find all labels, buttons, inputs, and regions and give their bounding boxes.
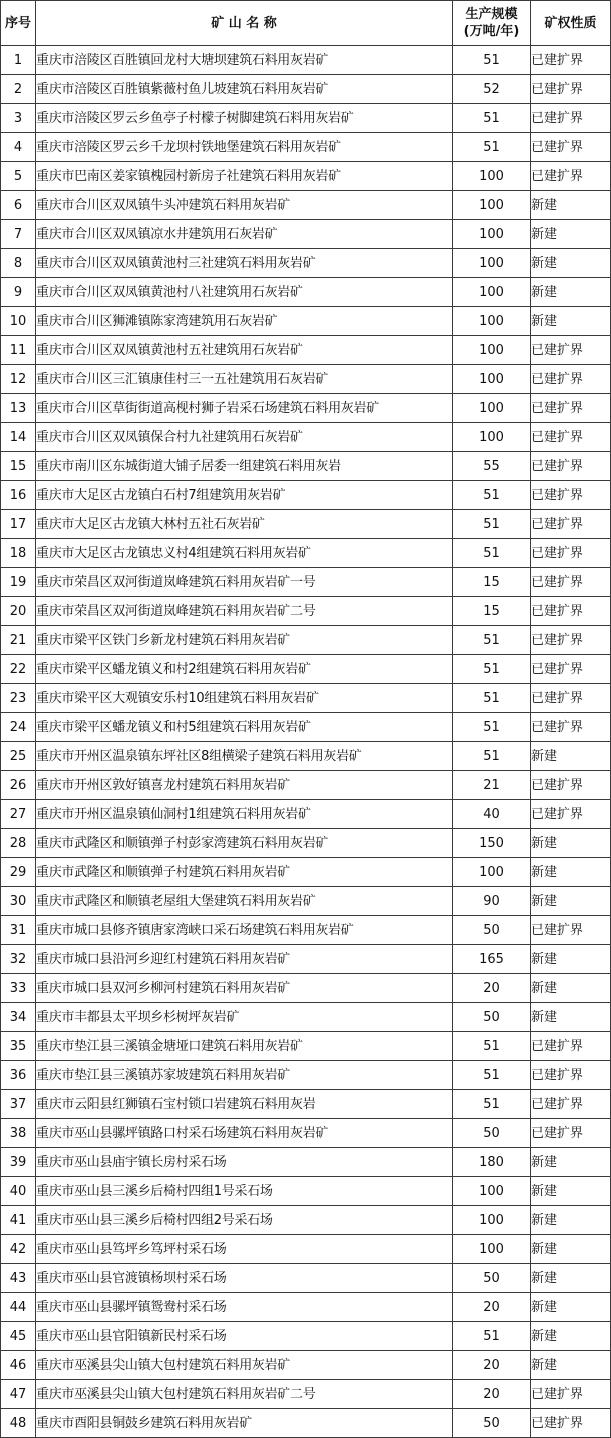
row-index: 39	[1, 1148, 36, 1177]
row-mine-name: 重庆市城口县双河乡柳河村建筑石料用灰岩矿	[36, 974, 453, 1003]
row-property: 已建扩界	[531, 1119, 611, 1148]
table-row	[1, 1206, 611, 1235]
row-mine-name: 重庆市大足区古龙镇大林村五社石灰岩矿	[36, 510, 453, 539]
row-scale: 52	[453, 75, 531, 104]
row-mine-name: 重庆市丰都县太平坝乡杉树坪灰岩矿	[36, 1003, 453, 1032]
table-row	[1, 510, 611, 539]
table-row	[1, 307, 611, 336]
row-scale: 100	[453, 423, 531, 452]
row-index: 35	[1, 1032, 36, 1061]
row-scale: 51	[453, 1061, 531, 1090]
row-index: 34	[1, 1003, 36, 1032]
row-property: 已建扩界	[531, 75, 611, 104]
row-scale: 51	[453, 104, 531, 133]
table-row	[1, 1032, 611, 1061]
row-index: 30	[1, 887, 36, 916]
row-index: 2	[1, 75, 36, 104]
row-property: 新建	[531, 191, 611, 220]
row-index: 48	[1, 1409, 36, 1438]
row-property: 新建	[531, 1235, 611, 1264]
row-mine-name: 重庆市武隆区和顺镇老屋组大堡建筑石料用灰岩矿	[36, 887, 453, 916]
row-index: 3	[1, 104, 36, 133]
table-row	[1, 539, 611, 568]
table-row	[1, 974, 611, 1003]
row-index: 42	[1, 1235, 36, 1264]
row-mine-name: 重庆市涪陵区罗云乡千龙坝村铁地堡建筑石料用灰岩矿	[36, 133, 453, 162]
row-scale: 51	[453, 46, 531, 75]
table-row	[1, 771, 611, 800]
row-property: 已建扩界	[531, 655, 611, 684]
row-scale: 50	[453, 916, 531, 945]
table-row	[1, 336, 611, 365]
row-scale: 51	[453, 626, 531, 655]
row-scale: 51	[453, 510, 531, 539]
row-mine-name: 重庆市巫溪县尖山镇大包村建筑石料用灰岩矿	[36, 1351, 453, 1380]
table-row	[1, 394, 611, 423]
table-row	[1, 75, 611, 104]
row-mine-name: 重庆市城口县修齐镇唐家湾峡口采石场建筑石料用灰岩矿	[36, 916, 453, 945]
row-index: 23	[1, 684, 36, 713]
row-mine-name: 重庆市垫江县三溪镇金塘垭口建筑石料用灰岩矿	[36, 1032, 453, 1061]
row-mine-name: 重庆市巫溪县尖山镇大包村建筑石料用灰岩矿二号	[36, 1380, 453, 1409]
row-index: 10	[1, 307, 36, 336]
row-mine-name: 重庆市云阳县红狮镇石宝村锁口岩建筑石料用灰岩	[36, 1090, 453, 1119]
header-name: 矿 山 名 称	[36, 1, 453, 46]
row-index: 6	[1, 191, 36, 220]
row-property: 已建扩界	[531, 365, 611, 394]
row-index: 4	[1, 133, 36, 162]
table-row	[1, 1119, 611, 1148]
row-scale: 100	[453, 858, 531, 887]
row-scale: 180	[453, 1148, 531, 1177]
table-row	[1, 916, 611, 945]
row-index: 8	[1, 249, 36, 278]
row-scale: 100	[453, 220, 531, 249]
table-row	[1, 1148, 611, 1177]
row-scale: 40	[453, 800, 531, 829]
row-property: 新建	[531, 1003, 611, 1032]
row-scale: 100	[453, 162, 531, 191]
row-mine-name: 重庆市武隆区和顺镇弹子村彭家湾建筑石料用灰岩矿	[36, 829, 453, 858]
table-row	[1, 249, 611, 278]
row-scale: 100	[453, 278, 531, 307]
table-row	[1, 800, 611, 829]
row-property: 已建扩界	[531, 452, 611, 481]
row-scale: 51	[453, 684, 531, 713]
row-scale: 21	[453, 771, 531, 800]
row-index: 24	[1, 713, 36, 742]
row-mine-name: 重庆市开州区温泉镇仙洞村1组建筑石料用灰岩矿	[36, 800, 453, 829]
table-row	[1, 655, 611, 684]
row-property: 已建扩界	[531, 684, 611, 713]
row-property: 已建扩界	[531, 597, 611, 626]
row-index: 14	[1, 423, 36, 452]
row-index: 36	[1, 1061, 36, 1090]
table-row	[1, 133, 611, 162]
row-index: 31	[1, 916, 36, 945]
row-property: 新建	[531, 1293, 611, 1322]
header-scale-line2: (万吨/年)	[463, 24, 520, 39]
row-property: 新建	[531, 887, 611, 916]
table-row	[1, 46, 611, 75]
row-mine-name: 重庆市梁平区蟠龙镇义和村2组建筑石料用灰岩矿	[36, 655, 453, 684]
row-mine-name: 重庆市合川区狮滩镇陈家湾建筑用石灰岩矿	[36, 307, 453, 336]
row-scale: 15	[453, 568, 531, 597]
row-index: 11	[1, 336, 36, 365]
row-mine-name: 重庆市涪陵区罗云乡鱼亭子村檬子树脚建筑石料用灰岩矿	[36, 104, 453, 133]
row-property: 已建扩界	[531, 104, 611, 133]
header-scale-line1: 生产规模	[465, 7, 518, 22]
row-mine-name: 重庆市巫山县骡坪镇鸳鸯村采石场	[36, 1293, 453, 1322]
table-row	[1, 1409, 611, 1438]
row-property: 新建	[531, 1264, 611, 1293]
row-mine-name: 重庆市巫山县笃坪乡笃坪村采石场	[36, 1235, 453, 1264]
row-index: 19	[1, 568, 36, 597]
row-mine-name: 重庆市合川区双凤镇保合村九社建筑用石灰岩矿	[36, 423, 453, 452]
row-scale: 51	[453, 133, 531, 162]
row-mine-name: 重庆市巫山县三溪乡后椅村四组2号采石场	[36, 1206, 453, 1235]
row-scale: 90	[453, 887, 531, 916]
row-index: 16	[1, 481, 36, 510]
row-scale: 51	[453, 655, 531, 684]
header-row	[1, 1, 611, 46]
row-property: 新建	[531, 829, 611, 858]
row-index: 20	[1, 597, 36, 626]
header-scale	[453, 1, 531, 46]
table-row	[1, 597, 611, 626]
row-property: 已建扩界	[531, 510, 611, 539]
table-row	[1, 858, 611, 887]
table-row	[1, 278, 611, 307]
row-scale: 15	[453, 597, 531, 626]
table-row	[1, 887, 611, 916]
row-mine-name: 重庆市巫山县骡坪镇路口村采石场建筑石料用灰岩矿	[36, 1119, 453, 1148]
row-scale: 20	[453, 1351, 531, 1380]
row-mine-name: 重庆市开州区温泉镇东坪社区8组横梁子建筑石料用灰岩矿	[36, 742, 453, 771]
table-row	[1, 713, 611, 742]
row-mine-name: 重庆市垫江县三溪镇苏家坡建筑石料用灰岩矿	[36, 1061, 453, 1090]
row-property: 新建	[531, 1177, 611, 1206]
row-mine-name: 重庆市城口县沿河乡迎红村建筑石料用灰岩矿	[36, 945, 453, 974]
row-mine-name: 重庆市涪陵区百胜镇回龙村大塘坝建筑石料用灰岩矿	[36, 46, 453, 75]
header-index: 序号	[1, 1, 36, 46]
table-row	[1, 1177, 611, 1206]
row-property: 已建扩界	[531, 336, 611, 365]
row-scale: 51	[453, 1032, 531, 1061]
row-property: 已建扩界	[531, 423, 611, 452]
row-index: 28	[1, 829, 36, 858]
row-index: 5	[1, 162, 36, 191]
row-mine-name: 重庆市合川区双凤镇凉水井建筑用石灰岩矿	[36, 220, 453, 249]
row-index: 26	[1, 771, 36, 800]
row-index: 43	[1, 1264, 36, 1293]
row-property: 新建	[531, 974, 611, 1003]
row-index: 15	[1, 452, 36, 481]
table-row	[1, 104, 611, 133]
row-scale: 100	[453, 336, 531, 365]
table-row	[1, 1003, 611, 1032]
row-index: 9	[1, 278, 36, 307]
table-row	[1, 365, 611, 394]
row-scale: 55	[453, 452, 531, 481]
table-row	[1, 1264, 611, 1293]
row-mine-name: 重庆市合川区双凤镇牛头冲建筑石料用灰岩矿	[36, 191, 453, 220]
row-mine-name: 重庆市合川区双凤镇黄池村三社建筑石料用灰岩矿	[36, 249, 453, 278]
row-mine-name: 重庆市大足区古龙镇白石村7组建筑用灰岩矿	[36, 481, 453, 510]
row-index: 17	[1, 510, 36, 539]
row-scale: 100	[453, 191, 531, 220]
row-scale: 20	[453, 974, 531, 1003]
row-scale: 51	[453, 481, 531, 510]
row-index: 37	[1, 1090, 36, 1119]
row-index: 25	[1, 742, 36, 771]
row-scale: 51	[453, 1090, 531, 1119]
row-mine-name: 重庆市涪陵区百胜镇紫薇村鱼儿坡建筑石料用灰岩矿	[36, 75, 453, 104]
row-scale: 165	[453, 945, 531, 974]
row-index: 27	[1, 800, 36, 829]
row-scale: 100	[453, 1177, 531, 1206]
row-property: 已建扩界	[531, 1061, 611, 1090]
row-scale: 20	[453, 1380, 531, 1409]
row-index: 38	[1, 1119, 36, 1148]
row-scale: 100	[453, 365, 531, 394]
row-index: 40	[1, 1177, 36, 1206]
table-row	[1, 1061, 611, 1090]
row-property: 新建	[531, 1206, 611, 1235]
row-property: 新建	[531, 220, 611, 249]
row-property: 已建扩界	[531, 394, 611, 423]
row-property: 已建扩界	[531, 1380, 611, 1409]
table-row	[1, 1090, 611, 1119]
row-mine-name: 重庆市合川区双凤镇黄池村五社建筑用石灰岩矿	[36, 336, 453, 365]
table-row	[1, 481, 611, 510]
row-scale: 51	[453, 713, 531, 742]
row-index: 12	[1, 365, 36, 394]
row-mine-name: 重庆市大足区古龙镇忠义村4组建筑石料用灰岩矿	[36, 539, 453, 568]
row-mine-name: 重庆市巫山县官渡镇杨坝村采石场	[36, 1264, 453, 1293]
row-index: 22	[1, 655, 36, 684]
row-index: 45	[1, 1322, 36, 1351]
row-scale: 50	[453, 1264, 531, 1293]
row-property: 新建	[531, 278, 611, 307]
row-scale: 50	[453, 1119, 531, 1148]
row-scale: 100	[453, 249, 531, 278]
row-mine-name: 重庆市酉阳县铜鼓乡建筑石料用灰岩矿	[36, 1409, 453, 1438]
row-property: 新建	[531, 742, 611, 771]
table-row	[1, 1322, 611, 1351]
row-scale: 100	[453, 1235, 531, 1264]
row-scale: 20	[453, 1293, 531, 1322]
table-body	[1, 46, 611, 1438]
row-mine-name: 重庆市武隆区和顺镇弹子村建筑石料用灰岩矿	[36, 858, 453, 887]
row-index: 29	[1, 858, 36, 887]
row-property: 已建扩界	[531, 133, 611, 162]
table-row	[1, 742, 611, 771]
row-index: 1	[1, 46, 36, 75]
row-index: 33	[1, 974, 36, 1003]
row-property: 已建扩界	[531, 1090, 611, 1119]
row-property: 已建扩界	[531, 916, 611, 945]
row-scale: 51	[453, 742, 531, 771]
table-row	[1, 1235, 611, 1264]
row-index: 44	[1, 1293, 36, 1322]
row-mine-name: 重庆市合川区双凤镇黄池村八社建筑用石灰岩矿	[36, 278, 453, 307]
row-property: 已建扩界	[531, 771, 611, 800]
table-row	[1, 162, 611, 191]
row-mine-name: 重庆市梁平区蟠龙镇义和村5组建筑石料用灰岩矿	[36, 713, 453, 742]
row-mine-name: 重庆市荣昌区双河街道岚峰建筑石料用灰岩矿二号	[36, 597, 453, 626]
row-scale: 100	[453, 1206, 531, 1235]
row-index: 47	[1, 1380, 36, 1409]
row-mine-name: 重庆市荣昌区双河街道岚峰建筑石料用灰岩矿一号	[36, 568, 453, 597]
row-index: 46	[1, 1351, 36, 1380]
row-scale: 100	[453, 394, 531, 423]
row-mine-name: 重庆市梁平区铁门乡新龙村建筑石料用灰岩矿	[36, 626, 453, 655]
table-row	[1, 452, 611, 481]
row-property: 已建扩界	[531, 162, 611, 191]
row-scale: 51	[453, 539, 531, 568]
table-row	[1, 1380, 611, 1409]
row-scale: 50	[453, 1003, 531, 1032]
row-mine-name: 重庆市南川区东城街道大铺子居委一组建筑石料用灰岩	[36, 452, 453, 481]
row-property: 已建扩界	[531, 539, 611, 568]
row-property: 新建	[531, 249, 611, 278]
row-scale: 100	[453, 307, 531, 336]
row-property: 已建扩界	[531, 46, 611, 75]
row-mine-name: 重庆市巫山县三溪乡后椅村四组1号采石场	[36, 1177, 453, 1206]
table-header	[1, 1, 611, 46]
header-property: 矿权性质	[531, 1, 611, 46]
row-property: 新建	[531, 945, 611, 974]
row-property: 新建	[531, 1351, 611, 1380]
row-property: 已建扩界	[531, 481, 611, 510]
row-index: 41	[1, 1206, 36, 1235]
row-mine-name: 重庆市合川区草街街道高枧村狮子岩采石场建筑石料用灰岩矿	[36, 394, 453, 423]
table-row	[1, 829, 611, 858]
row-property: 已建扩界	[531, 713, 611, 742]
table-row	[1, 191, 611, 220]
row-index: 32	[1, 945, 36, 974]
row-index: 21	[1, 626, 36, 655]
row-mine-name: 重庆市巴南区姜家镇槐园村新房子社建筑石料用灰岩矿	[36, 162, 453, 191]
row-property: 新建	[531, 1148, 611, 1177]
table-row	[1, 626, 611, 655]
table-row	[1, 945, 611, 974]
table-row	[1, 684, 611, 713]
row-scale: 150	[453, 829, 531, 858]
row-property: 已建扩界	[531, 1032, 611, 1061]
row-property: 新建	[531, 1322, 611, 1351]
row-property: 已建扩界	[531, 1409, 611, 1438]
table-row	[1, 423, 611, 452]
row-property: 新建	[531, 307, 611, 336]
row-index: 7	[1, 220, 36, 249]
row-mine-name: 重庆市合川区三汇镇康佳村三一五社建筑用石灰岩矿	[36, 365, 453, 394]
row-property: 已建扩界	[531, 626, 611, 655]
row-mine-name: 重庆市巫山县官阳镇新民村采石场	[36, 1322, 453, 1351]
table-row	[1, 220, 611, 249]
table-row	[1, 1351, 611, 1380]
row-mine-name: 重庆市梁平区大观镇安乐村10组建筑石料用灰岩矿	[36, 684, 453, 713]
table-row	[1, 1293, 611, 1322]
row-mine-name: 重庆市巫山县庙宇镇长房村采石场	[36, 1148, 453, 1177]
row-mine-name: 重庆市开州区敦好镇喜龙村建筑石料用灰岩矿	[36, 771, 453, 800]
row-scale: 51	[453, 1322, 531, 1351]
row-index: 13	[1, 394, 36, 423]
row-index: 18	[1, 539, 36, 568]
row-property: 已建扩界	[531, 800, 611, 829]
table-row	[1, 568, 611, 597]
row-scale: 50	[453, 1409, 531, 1438]
row-property: 新建	[531, 858, 611, 887]
row-property: 已建扩界	[531, 568, 611, 597]
